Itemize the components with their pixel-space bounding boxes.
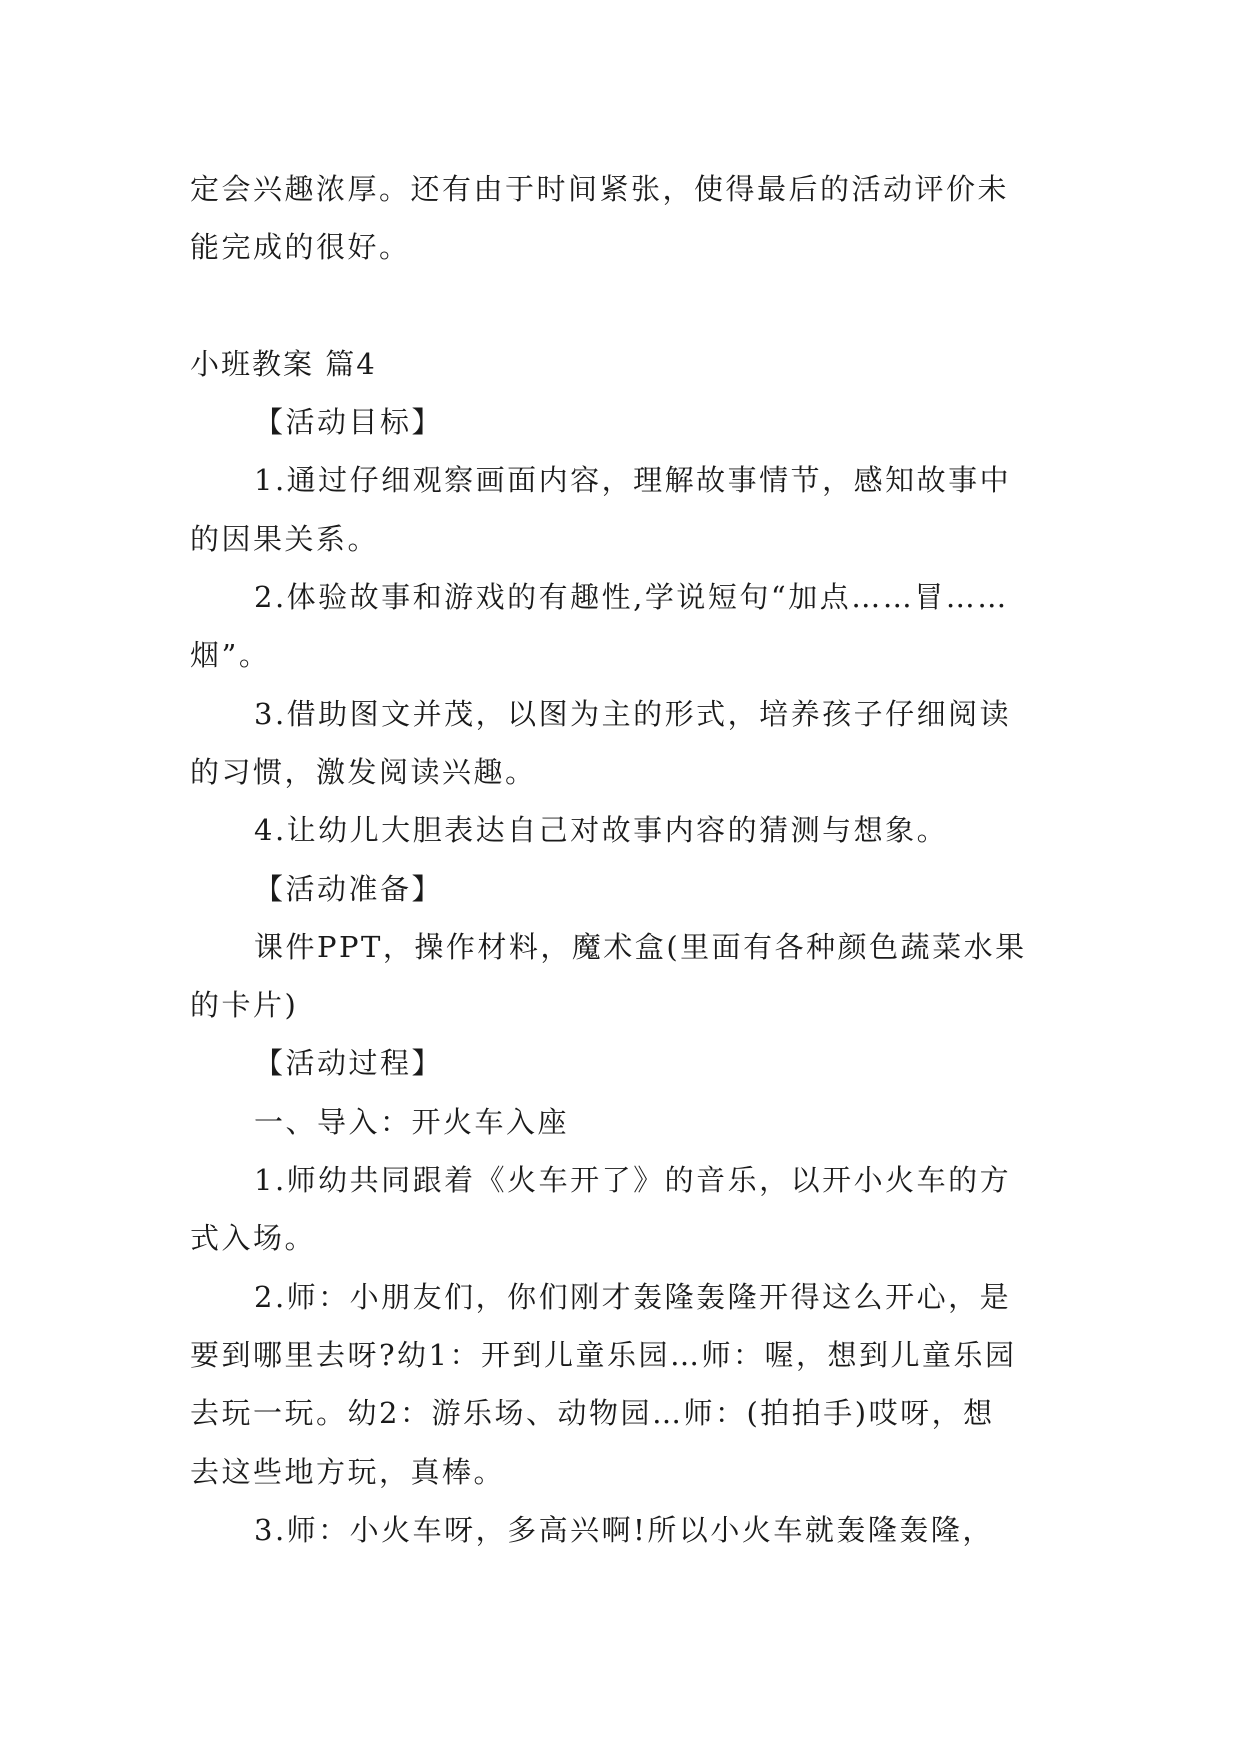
process-item-1: 1.师幼共同跟着《火车开了》的音乐，以开小火车的方 [254,1163,1012,1198]
process-item-2-continued: 去这些地方玩，真棒。 [190,1454,506,1489]
goal-item-1: 1.通过仔细观察画面内容，理解故事情节，感知故事中 [254,463,1012,498]
goal-item-3-continued: 的习惯，激发阅读兴趣。 [190,754,537,789]
goal-item-1-continued: 的因果关系。 [190,521,380,556]
preparation-text: 课件PPT，操作材料，魔术盒(里面有各种颜色蔬菜水果 [254,929,1027,964]
process-item-2-continued: 去玩一玩。幼2：游乐场、动物园…师：(拍拍手)哎呀，想 [190,1396,995,1431]
heading-activity-preparation: 【活动准备】 [254,871,444,906]
section-title: 小班教案 篇4 [190,346,377,381]
process-step-heading: 一、导入：开火车入座 [254,1104,570,1139]
heading-activity-process: 【活动过程】 [254,1046,444,1081]
goal-item-2: 2.体验故事和游戏的有趣性,学说短句“加点……冒…… [254,580,1009,615]
process-item-1-continued: 式入场。 [190,1221,317,1256]
goal-item-3: 3.借助图文并茂，以图为主的形式，培养孩子仔细阅读 [254,696,1012,731]
paragraph-line: 定会兴趣浓厚。还有由于时间紧张，使得最后的活动评价未 [190,172,1010,206]
process-item-2-continued: 要到哪里去呀?幼1：开到儿童乐园…师：喔，想到儿童乐园 [190,1337,1017,1372]
blank-line [190,277,1052,335]
paragraph-line: 能完成的很好。 [190,230,411,265]
process-item-2: 2.师：小朋友们，你们刚才轰隆轰隆开得这么开心，是 [254,1279,1012,1314]
goal-item-2-continued: 烟”。 [190,638,271,673]
preparation-text-continued: 的卡片) [190,988,299,1023]
heading-activity-goals: 【活动目标】 [254,405,444,440]
process-item-3: 3.师：小火车呀，多高兴啊!所以小火车就轰隆轰隆， [254,1512,994,1547]
goal-item-4: 4.让幼儿大胆表达自己对故事内容的猜测与想象。 [254,813,949,848]
document-page [190,160,1052,1559]
